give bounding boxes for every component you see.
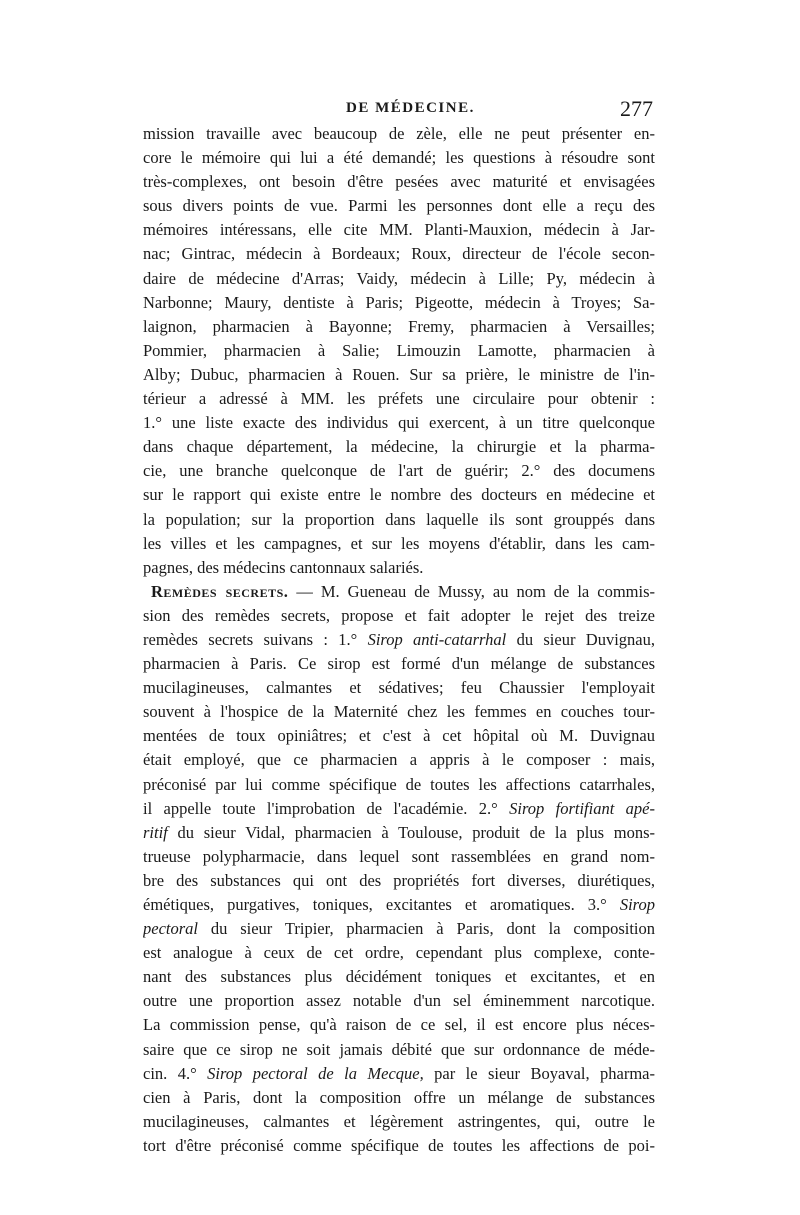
text-line: pharmacien à Paris. Ce sirop est formé d'un mélange de substances	[143, 654, 655, 674]
text-line: Pommier, pharmacien à Salie; Limouzin Lamotte, pharmacien à	[143, 340, 655, 360]
remedy-name: Sirop	[619, 895, 655, 914]
section-heading: Remèdes secrets.	[151, 581, 289, 601]
text-line: sous divers points de vue. Parmi les personnes dont elle a reçu des	[143, 196, 655, 216]
text-line: préconisé par lui comme spécifique de toutes les affections catarrhales,	[143, 774, 655, 794]
text-line: Alby; Dubuc, pharmacien à Rouen. Sur sa prière, le ministre de l'in-	[143, 364, 655, 384]
text-span: du sieur Tripier, pharmacien à Paris, dont la composition	[198, 919, 655, 939]
remedy-name: Sirop pectoral de la Mecque,	[207, 1063, 424, 1083]
text-line: est analogue à ceux de cet ordre, cependant plus complexe, conte-	[143, 943, 655, 963]
text-line-mixed	[143, 628, 655, 652]
text-line: bre des substances qui ont des propriétés fort diverses, diurétiques,	[143, 870, 655, 890]
text-line: était employé, que ce pharmacien a appris à le composer : mais,	[143, 750, 655, 770]
text-line: mucilagineuses, calmantes et sédatives; feu Chaussier l'employait	[143, 678, 655, 698]
body-text	[143, 122, 655, 1158]
remedy-name: ritif	[143, 822, 168, 842]
text-span: du sieur Duvignau,	[506, 629, 655, 649]
text-span: cin. 4.°	[143, 1063, 208, 1083]
text-line: mémoires intéressans, elle cite MM. Planti-Mauxion, médecin à Jar-	[143, 220, 655, 240]
text-span: remèdes secrets suivans : 1.°	[143, 629, 368, 649]
text-line: mission travaille avec beaucoup de zèle, elle ne peut présenter en-	[143, 124, 655, 143]
text-line-mixed	[143, 1062, 655, 1086]
text-line: mentées de toux opiniâtres; et c'est à cet hôpital où M. Duvignau	[143, 726, 655, 746]
text-line-mixed	[143, 893, 655, 917]
text-span: émétiques, purgatives, toniques, excitantes et aromatiques. 3.°	[143, 895, 620, 914]
text-line: saire que ce sirop ne soit jamais débité que sur ordonnance de méde-	[143, 1039, 655, 1059]
text-line: daire de médecine d'Arras; Vaidy, médecin à Lille; Py, médecin à	[143, 268, 655, 288]
text-line: nac; Gintrac, médecin à Bordeaux; Roux, directeur de l'école secon-	[143, 244, 655, 264]
text-line-mixed	[143, 821, 655, 845]
text-line: tort d'être préconisé comme spécifique de toutes les affections de poi-	[143, 1135, 655, 1155]
text-line: 1.° une liste exacte des individus qui exercent, à un titre quelconque	[143, 413, 655, 433]
remedy-name: Sirop anti-catarrhal	[367, 629, 507, 649]
section-first-line-text: — M. Gueneau de Mussy, au nom de la commis-	[288, 581, 655, 601]
text-line: très-complexes, ont besoin d'être pesées avec maturité et envisagées	[143, 172, 655, 192]
text-line: dans chaque département, la médecine, la chirurgie et la pharma-	[143, 437, 655, 457]
text-line: pagnes, des médecins cantonnaux salariés.	[143, 557, 424, 577]
text-line: la population; sur la proportion dans laquelle ils sont grouppés dans	[143, 509, 655, 529]
text-line: core le mémoire qui lui a été demandé; les questions à résoudre sont	[143, 148, 655, 168]
text-line: outre une proportion assez notable d'un sel éminemment narcotique.	[143, 991, 655, 1011]
remedy-name: Sirop fortifiant apé-	[509, 798, 655, 818]
text-line: Narbonne; Maury, dentiste à Paris; Pigeotte, médecin à Troyes; Sa-	[143, 292, 655, 312]
section-first-line	[143, 580, 655, 604]
text-line: cien à Paris, dont la composition offre un mélange de substances	[143, 1087, 655, 1107]
text-line: trueuse polypharmacie, dans lequel sont rassemblées en grand nom-	[143, 846, 655, 866]
text-span: par le sieur Boyaval, pharma-	[423, 1063, 655, 1083]
running-title: DE MÉDECINE.	[346, 100, 475, 116]
text-line: sur le rapport qui existe entre le nombre des docteurs en médecine et	[143, 485, 655, 505]
text-span: il appelle toute l'improbation de l'académie. 2.°	[143, 798, 510, 818]
text-line: La commission pense, qu'à raison de ce sel, il est encore plus néces-	[143, 1015, 655, 1035]
remedy-name: pectoral	[143, 919, 198, 939]
text-line: souvent à l'hospice de la Maternité chez les femmes en couches tour-	[143, 702, 655, 722]
text-line: cie, une branche quelconque de l'art de guérir; 2.° des documens	[143, 461, 655, 481]
text-line: sion des remèdes secrets, propose et fait adopter le rejet des treize	[143, 605, 655, 625]
text-line: térieur a adressé à MM. les préfets une circulaire pour obtenir :	[143, 389, 655, 409]
text-line: les villes et les campagnes, et sur les moyens d'établir, dans les cam-	[143, 533, 655, 553]
text-span: du sieur Vidal, pharmacien à Toulouse, produit de la plus mons-	[167, 822, 655, 842]
text-line: mucilagineuses, calmantes et légèrement astringentes, qui, outre le	[143, 1111, 655, 1131]
text-line: laignon, pharmacien à Bayonne; Fremy, pharmacien à Versailles;	[143, 316, 655, 336]
text-line: nant des substances plus décidément toniques et excitantes, et en	[143, 967, 655, 987]
page-number: 277	[620, 96, 653, 121]
text-line-mixed	[143, 797, 655, 821]
text-line-mixed	[143, 917, 655, 941]
